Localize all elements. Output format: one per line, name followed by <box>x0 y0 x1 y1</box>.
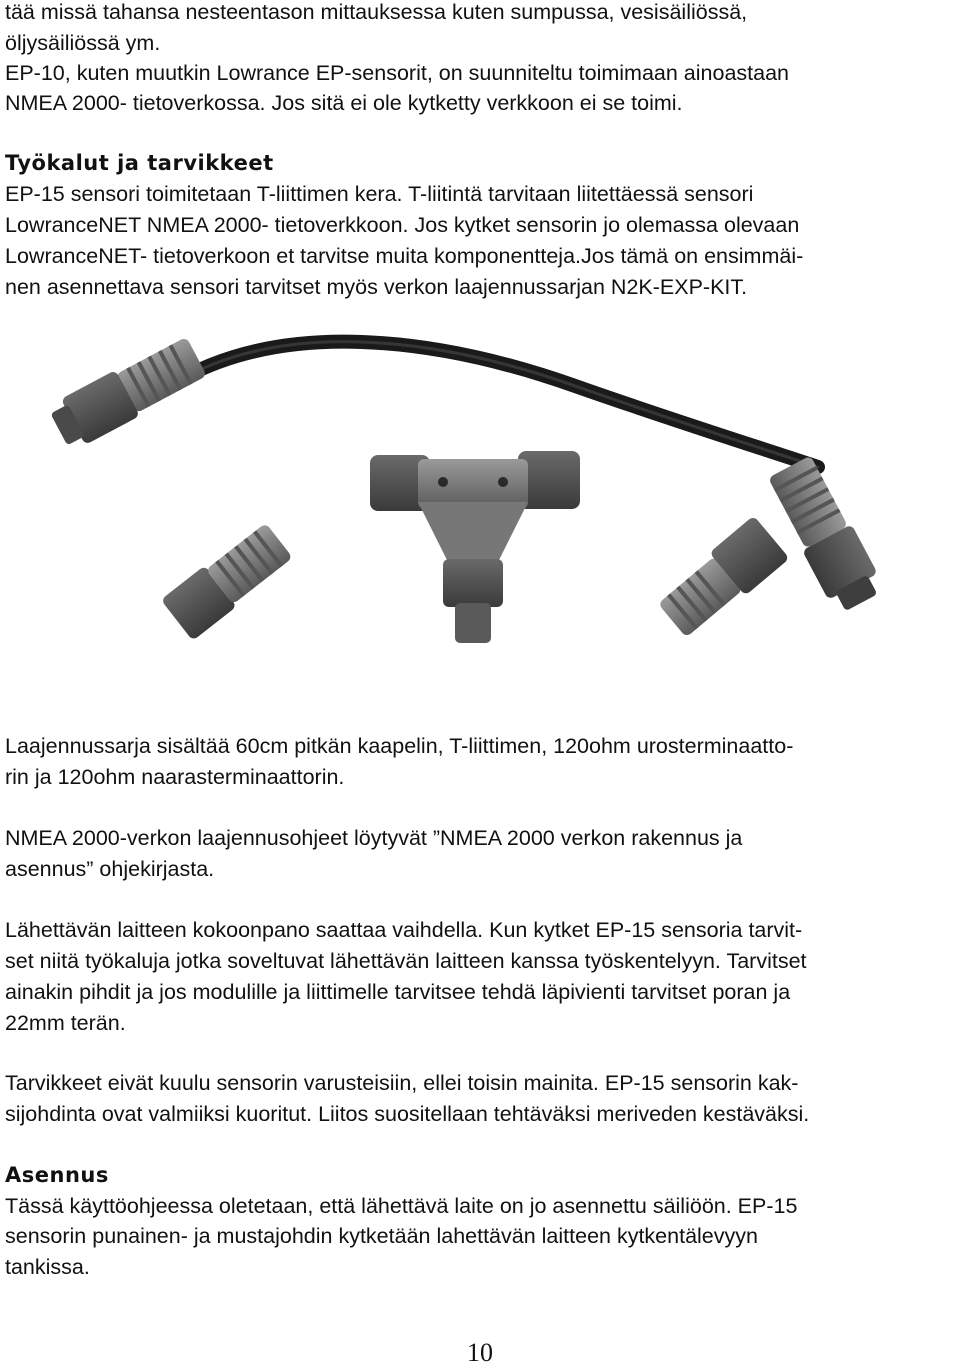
intro-line-3: EP-10, kuten muutkin Lowrance EP-sensorit, on suunniteltu toimimaan ainoastaan <box>5 61 789 85</box>
accessories-line-1: Tarvikkeet eivät kuulu sensorin varusteisiin, ellei toisin mainita. EP-15 sensorin kak- <box>5 1071 799 1095</box>
cable-connector-left <box>47 333 209 452</box>
cable-connector-right <box>764 454 886 616</box>
page-number: 10 <box>467 1338 493 1367</box>
install-line-2: sensorin punainen- ja mustajohdin kytketään lahettävän laitteen kytkentälevyyn <box>5 1224 758 1248</box>
tools-line-2: LowranceNET NMEA 2000- tietoverkkoon. Jos kytket sensorin jo olemassa olevaan <box>5 213 800 237</box>
transmitter-line-3: ainakin pihdit ja jos modulille ja liittimelle tarvitsee tehdä läpivienti tarvitset poran ja <box>5 980 791 1004</box>
transmitter-line-2: set niitä työkaluja jotka soveltuvat lähettävän laitteen kanssa työskentelyyn. Tarvitset <box>5 949 807 973</box>
intro-line-1: tää missä tahansa nesteentason mittauksessa kuten sumpussa, vesisäiliössä, <box>5 0 748 24</box>
transmitter-line-1: Lähettävän laitteen kokoonpano saattaa vaihdella. Kun kytket EP-15 sensoria tarvit- <box>5 918 803 942</box>
install-line-1: Tässä käyttöohjeessa oletetaan, että lähettävä laite on jo asennettu säiliöön. EP-15 <box>5 1194 798 1218</box>
terminator-female <box>654 516 790 642</box>
tools-line-3: LowranceNET- tietoverkoon et tarvitse muita komponentteja.Jos tämä on ensimmäi- <box>5 244 804 268</box>
nmea-line-1: NMEA 2000-verkon laajennusohjeet löytyvät ”NMEA 2000 verkon rakennus ja <box>5 826 743 850</box>
intro-line-2: öljysäiliössä ym. <box>5 31 161 55</box>
tools-heading: Työkalut ja tarvikkeet <box>5 151 274 175</box>
install-heading: Asennus <box>5 1163 109 1187</box>
terminator-male <box>161 520 295 641</box>
transmitter-line-4: 22mm terän. <box>5 1011 126 1035</box>
accessories-line-2: sijohdinta ovat valmiiksi kuoritut. Liitos suositellaan tehtäväksi meriveden kestäväksi. <box>5 1102 810 1126</box>
kit-line-1: Laajennussarja sisältää 60cm pitkän kaapelin, T-liittimen, 120ohm urosterminaatto- <box>5 734 794 758</box>
intro-line-4: NMEA 2000- tietoverkossa. Jos sitä ei ole kytketty verkkoon ei se toimi. <box>5 91 683 115</box>
install-line-3: tankissa. <box>5 1255 90 1279</box>
tools-line-1: EP-15 sensori toimitetaan T-liittimen kera. T-liitintä tarvitaan liitettäessä sensori <box>5 182 754 206</box>
tools-line-4: nen asennettava sensori tarvitset myös verkon laajennussarjan N2K-EXP-KIT. <box>5 275 748 299</box>
product-photo <box>18 327 958 691</box>
kit-line-2: rin ja 120ohm naarasterminaattorin. <box>5 765 345 789</box>
t-connector <box>370 451 580 643</box>
nmea-line-2: asennus” ohjekirjasta. <box>5 857 215 881</box>
